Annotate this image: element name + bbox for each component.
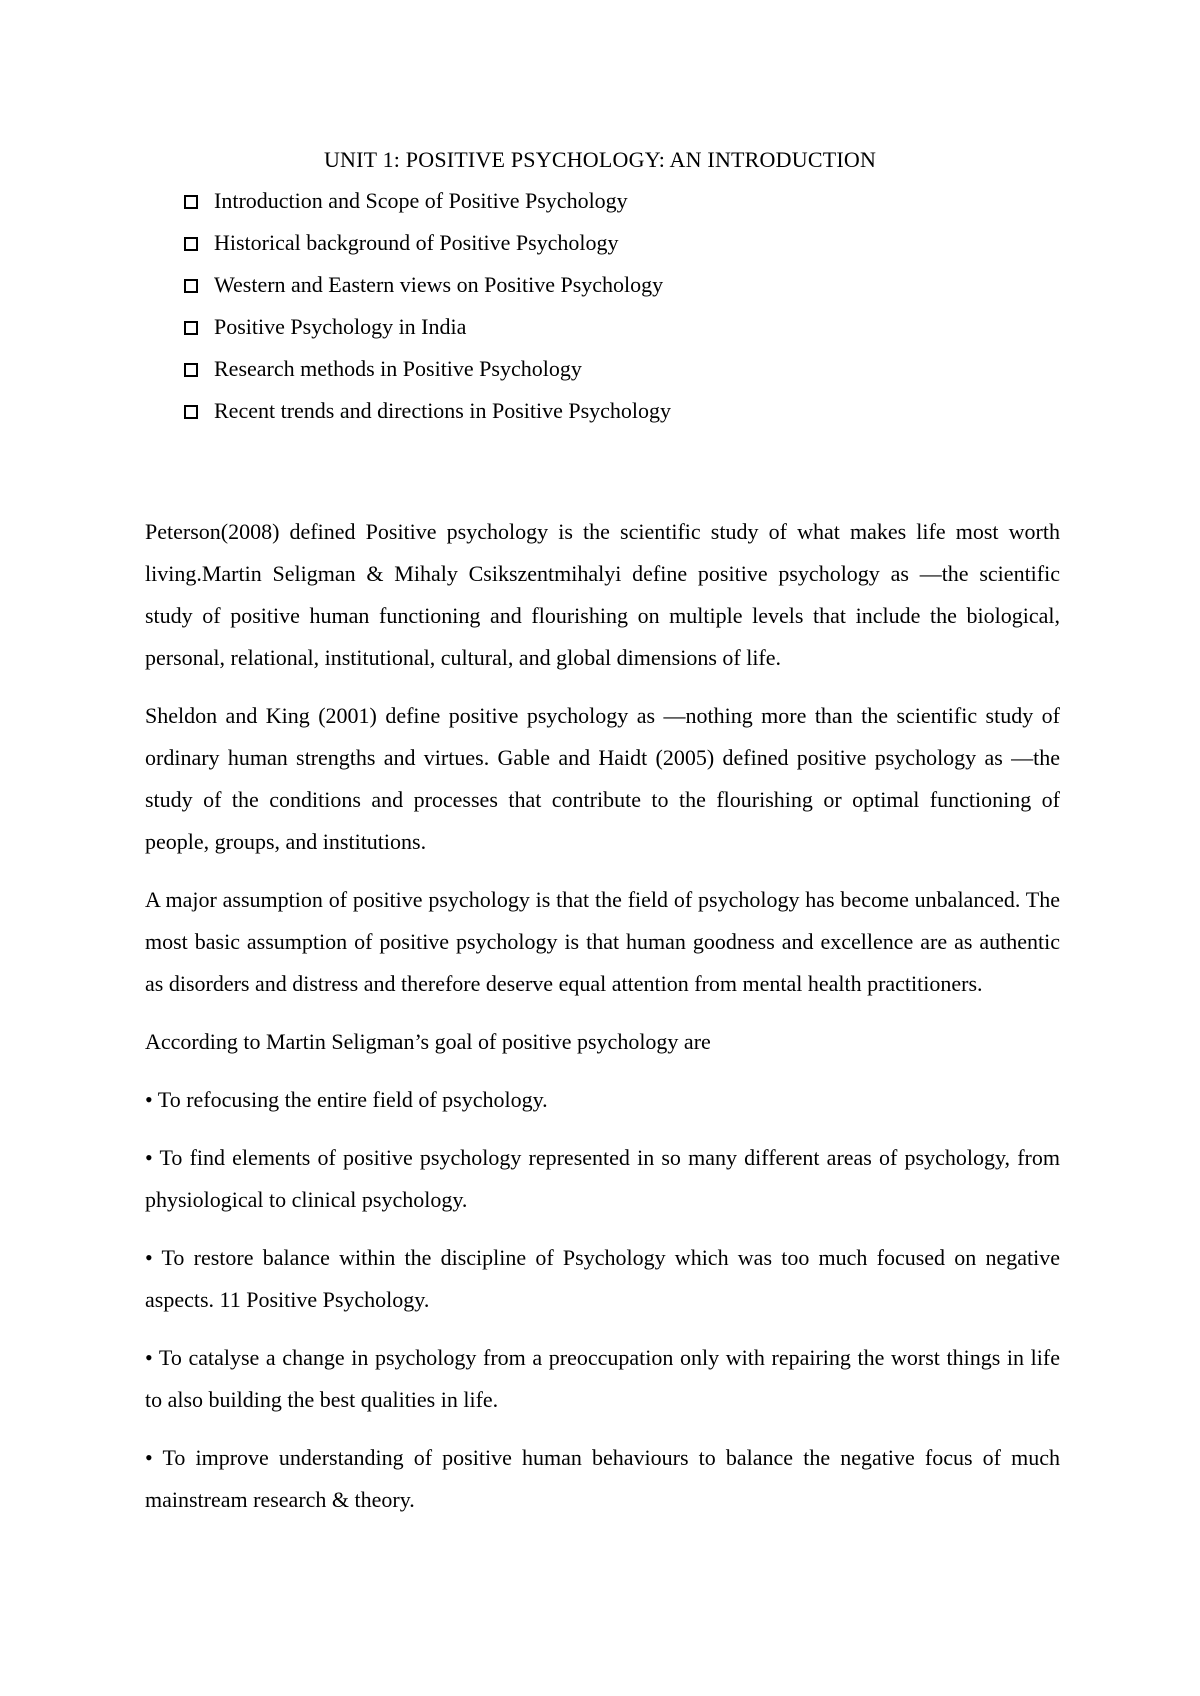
checkbox-square-icon xyxy=(184,237,198,251)
list-item-label: Recent trends and directions in Positive Psychology xyxy=(214,398,672,423)
checkbox-square-icon xyxy=(184,321,198,335)
goal-bullet: • To catalyse a change in psychology from a preoccupation only with repairing the worst things in life to also building the best qualities in life. xyxy=(145,1345,1060,1412)
goal-bullet: • To refocusing the entire field of psychology. xyxy=(145,1087,548,1112)
checkbox-square-icon xyxy=(184,195,198,209)
list-item-label: Positive Psychology in India xyxy=(214,314,467,339)
paragraph-major-assumption: A major assumption of positive psychology is that the field of psychology has become unbalanced. The most basic assumption of positive psychology is that human goodness and excellence are as authentic as disorders and distress and therefore deserve equal attention from mental health practitioners. xyxy=(145,887,1060,996)
list-item xyxy=(184,228,671,270)
list-item xyxy=(184,270,671,312)
list-item xyxy=(184,396,671,438)
list-item xyxy=(184,186,671,228)
goal-bullet: • To find elements of positive psychology represented in so many different areas of psychology, from physiological to clinical psychology. xyxy=(145,1145,1060,1212)
list-item-label: Western and Eastern views on Positive Psychology xyxy=(214,272,664,297)
topic-list xyxy=(184,186,671,438)
paragraph-definition-peterson: Peterson(2008) defined Positive psychology is the scientific study of what makes life most worth living.Martin Seligman & Mihaly Csikszentmihalyi define positive psychology as —the scientific study of positive human functioning and flourishing on multiple levels that include the biological, personal, relational, institutional, cultural, and global dimensions of life. xyxy=(145,519,1060,670)
paragraph-goals-intro: According to Martin Seligman’s goal of positive psychology are xyxy=(145,1029,711,1054)
checkbox-square-icon xyxy=(184,279,198,293)
body-text xyxy=(145,511,1060,1537)
goal-bullet: • To improve understanding of positive human behaviours to balance the negative focus of much mainstream research & theory. xyxy=(145,1445,1060,1512)
goal-bullet: • To restore balance within the discipline of Psychology which was too much focused on negative aspects. 11 Positive Psychology. xyxy=(145,1245,1060,1312)
list-item-label: Historical background of Positive Psychology xyxy=(214,230,619,255)
list-item xyxy=(184,354,671,396)
page-title: UNIT 1: POSITIVE PSYCHOLOGY: AN INTRODUCTION xyxy=(323,147,877,172)
list-item-label: Research methods in Positive Psychology xyxy=(214,356,582,381)
checkbox-square-icon xyxy=(184,363,198,377)
list-item-label: Introduction and Scope of Positive Psychology xyxy=(214,188,628,213)
paragraph-definition-sheldon-king: Sheldon and King (2001) define positive psychology as —nothing more than the scientific study of ordinary human strengths and virtues. Gable and Haidt (2005) defined positive psychology as —the study of the conditions and processes that contribute to the flourishing or optimal functioning of people, groups, and institutions. xyxy=(145,703,1060,854)
list-item xyxy=(184,312,671,354)
checkbox-square-icon xyxy=(184,405,198,419)
